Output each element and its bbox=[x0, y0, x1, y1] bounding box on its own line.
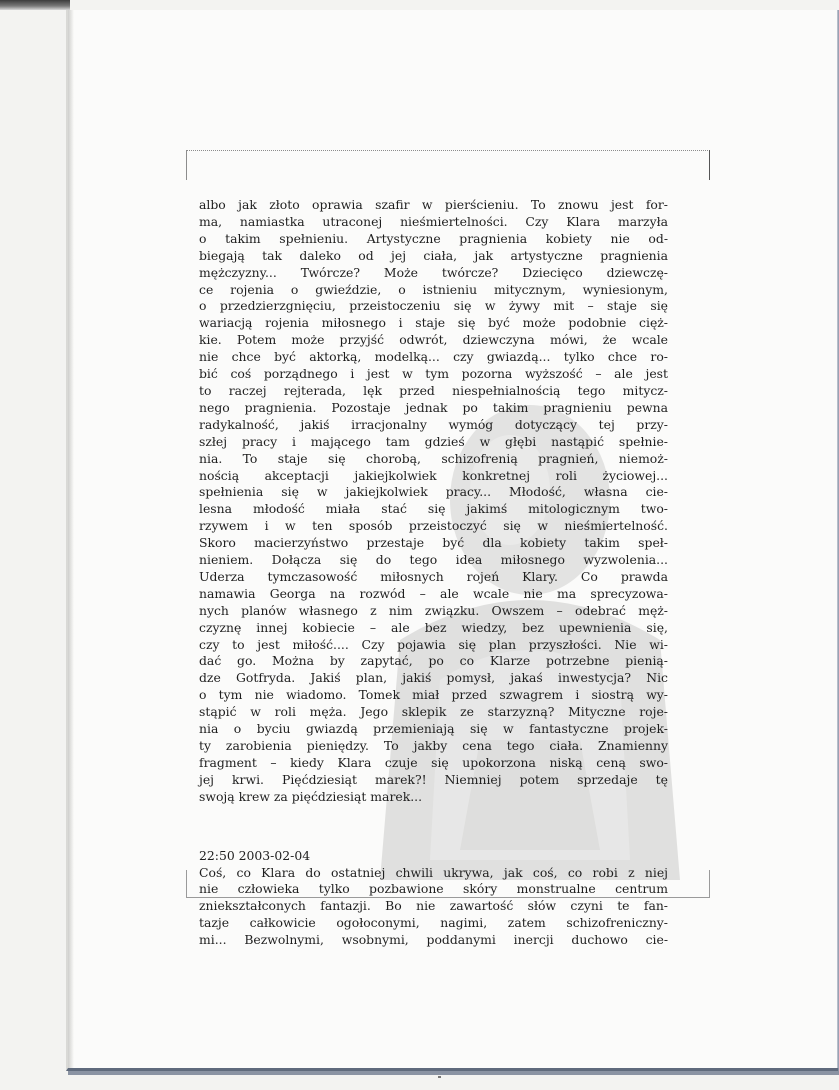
text-line: nie człowieka tylko pozbawione skóry monstrualne centrum bbox=[199, 881, 668, 897]
text-line: nie chce być aktorką, modelką... czy gwiazdą... tylko chce ro- bbox=[199, 349, 668, 365]
text-line: Coś, co Klara do ostatniej chwili ukrywa, jak coś, co robi z niej bbox=[199, 864, 668, 880]
text-line: spełnienia się w jakiejkolwiek pracy... Młodość, własna cie- bbox=[199, 484, 668, 500]
text-line: nych planów własnego z nim związku. Owszem – odebrać męż- bbox=[199, 602, 668, 618]
text-line: bić coś porządnego i jest w tym pozorna wyższość – ale jest bbox=[199, 366, 668, 382]
text-line: Skoro macierzyństwo przestaje być dla kobiety takim speł- bbox=[199, 535, 668, 551]
text-line: albo jak złoto oprawia szafir w pierścieniu. To znowu jest for- bbox=[199, 197, 668, 212]
text-line: o tym nie wiadomo. Tomek miał przed szwagrem i siostrą wy- bbox=[199, 687, 668, 703]
text-line: nia o byciu gwiazdą przemieniają się w fantastyczne projek- bbox=[199, 721, 668, 737]
text-line: o przedzierzgnięciu, przeistoczeniu się w żywy mit – staje się bbox=[199, 298, 668, 314]
text-line: lesna młodość miała stać się jakimś mitologicznym two- bbox=[199, 501, 668, 517]
text-line: dze Gotfryda. Jakiś plan, jakiś pomysł, jakaś inwestycja? Nic bbox=[199, 670, 668, 686]
text-line: kie. Potem może przyjść odwrót, dziewczyna mówi, że wcale bbox=[199, 332, 668, 348]
text-line: zniekształconych fantazji. Bo nie zawartość słów czyni te fan- bbox=[199, 898, 668, 914]
text-line: ty zarobienia pieniędzy. To jakby cena tego ciała. Znamienny bbox=[199, 738, 668, 753]
entry-timestamp: 22:50 2003-02-04 bbox=[199, 847, 311, 863]
text-line: mi... Bezwolnymi, wsobnymi, poddanymi inercji duchowo cie- bbox=[199, 932, 668, 948]
text-line: stąpić w roli męża. Jego sklepik ze starzyzną? Mityczne roje- bbox=[199, 704, 668, 720]
spine-shadow bbox=[68, 10, 74, 1068]
text-line: dać go. Można by zapytać, po co Klarze potrzebne pienią- bbox=[199, 653, 668, 669]
text-line: Uderza tymczasowość miłosnych rojeń Klary. Co prawda bbox=[199, 568, 668, 584]
frame-right-tick bbox=[709, 150, 710, 180]
text-line: radykalność, jakiś irracjonalny wymóg dotyczący tej przy- bbox=[199, 416, 668, 432]
text-line: jej krwi. Pięćdziesiąt marek?! Niemniej potem sprzedaje tę bbox=[199, 771, 668, 787]
text-line: szłej pracy i mającego tam gdzieś w głębi nastąpić spełnie- bbox=[199, 433, 668, 449]
body-text bbox=[199, 197, 668, 949]
paragraph-2 bbox=[199, 865, 668, 950]
text-line: czy to jest miłość.... Czy pojawia się plan przyszłości. Nie wi- bbox=[199, 636, 668, 652]
frame-top-line bbox=[186, 150, 710, 151]
text-line: to raczej rejterada, lęk przed niespełnialnością tego mitycz- bbox=[199, 382, 668, 398]
text-line: nego pragnienia. Pozostaje jednak po takim pragnieniu pewna bbox=[199, 399, 668, 415]
text-line: nieniem. Dołącza się do tego idea miłosnego wyzwolenia... bbox=[199, 552, 668, 568]
text-line: mężczyzny... Twórcze? Może twórcze? Dziecięco dziewczę- bbox=[199, 264, 668, 280]
frame-left-tick bbox=[186, 150, 187, 180]
text-line: fragment – kiedy Klara czuje się upokorzona niską ceną swo- bbox=[199, 754, 668, 770]
text-line: czyznę innej kobiecie – ale bez wiedzy, bez upewnienia się, bbox=[199, 619, 668, 635]
scan-edge bbox=[0, 0, 70, 10]
text-line: rzywem i w ten sposób przeistoczyć się w nieśmiertelność. bbox=[199, 518, 668, 534]
text-line: biegają tak daleko od jej ciała, jak artystyczne pragnienia bbox=[199, 247, 668, 263]
text-line: tazje całkowicie ogołoconymi, nagimi, zatem schizofreniczny- bbox=[199, 915, 668, 931]
text-line: namawia Georga na rozwód – ale wcale nie ma sprecyzowa- bbox=[199, 585, 668, 601]
frame-bottom-right-tick bbox=[709, 870, 710, 898]
frame-bottom-left-tick bbox=[186, 870, 187, 898]
section-gap bbox=[199, 806, 668, 848]
text-line: o takim spełnieniu. Artystyczne pragnienia kobiety nie od- bbox=[199, 230, 668, 246]
paragraph-1 bbox=[199, 197, 668, 806]
text-line: nością akceptacji jakiejkolwiek konkretnej roli życiowej... bbox=[199, 467, 668, 483]
text-line: wariacją rojenia miłosnego i staje się być może podobnie cięż- bbox=[199, 315, 668, 331]
text-line: swoją krew za pięćdziesiąt marek... bbox=[199, 788, 423, 804]
text-line: ma, namiastka utraconej nieśmiertelności. Czy Klara marzyła bbox=[199, 213, 668, 229]
scan-speck bbox=[438, 1076, 441, 1078]
text-line: nia. To staje się chorobą, schizofrenią pragnień, niemoż- bbox=[199, 450, 668, 466]
text-line: ce rojenia o gwieździe, o istnieniu mitycznym, wyniesionym, bbox=[199, 281, 668, 297]
